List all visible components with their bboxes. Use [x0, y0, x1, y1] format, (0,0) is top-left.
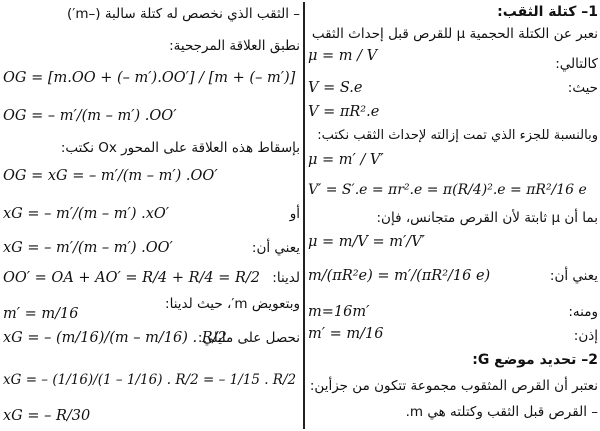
- s1-means: يعني أن:: [549, 268, 598, 284]
- right-column: [308, 0, 598, 431]
- section-1-title: 1– كتلة الثقب:: [497, 4, 598, 20]
- we-get: نحصل على مايلي:: [197, 330, 300, 346]
- s1-ratio2-eq: m/(πR²e) = m′/(πR²/16 e): [308, 268, 491, 284]
- xg-eq4: xG = – (1/16)/(1 – 1/16) . R/2 = – 1/15 . R/2: [3, 372, 297, 388]
- s1-mu2-eq: μ = m′ / V′: [308, 152, 384, 168]
- xg-eq3: xG = – (m/16)/(m – m/16) . R/2: [3, 330, 227, 346]
- s1-thus: كالتالي:: [555, 56, 598, 72]
- s2-item: – القرص قبل الثقب وكتلته هي m.: [405, 404, 598, 420]
- s1-ratio-eq: μ = m/V = m′/V′: [308, 234, 425, 250]
- we-have: لدينا:: [272, 270, 300, 286]
- hole-line: – الثقب الذي نخصص له كتلة سالبة (–m′): [67, 6, 300, 22]
- s1-so: إذن:: [573, 328, 598, 344]
- s1-V-pi: V = πR².e: [308, 104, 380, 120]
- left-means: يعني أن:: [251, 240, 300, 256]
- left-column: [3, 0, 300, 431]
- or-word: أو: [289, 206, 300, 222]
- s1-mprime-eq: m′ = m/16: [308, 326, 384, 342]
- xg-eq1: xG = – m′/(m – m′) .xO′: [3, 206, 170, 222]
- s1-part: وبالنسبة للجزء الذي تمت إزالته لإحداث الثقب نكتب:: [317, 128, 598, 143]
- s1-intro: نعبر عن الكتلة الحجمية μ للقرص قبل إحداث الثقب: [311, 26, 598, 42]
- s2-intro: نعتبر أن القرص المثقوب مجموعة تتكون من جزأين:: [309, 378, 598, 394]
- s1-where: حيث:: [567, 80, 598, 96]
- xg-eq2: xG = – m′/(m – m′) .OO′: [3, 240, 173, 256]
- og-eq3: OG = xG = – m′/(m – m′) .OO′: [3, 168, 218, 184]
- s1-const: بما أن μ ثابتة لأن القرص متجانس، فإن:: [376, 210, 598, 226]
- s1-m16-eq: m=16m′: [308, 304, 370, 320]
- column-divider: [303, 2, 305, 429]
- og-eq1: OG = [m.OO + (– m′).OO′] / [m + (– m′)]: [3, 70, 296, 86]
- subst: وبتعويض m′، حيث لدينا:: [165, 296, 300, 312]
- section-2-title: 2– تحديد موضع G:: [472, 352, 598, 368]
- xg-final: xG = – R/30: [3, 408, 91, 424]
- s1-Vprime-eq: V′ = S′.e = πr².e = π(R/4)².e = πR²/16 e: [308, 182, 587, 198]
- s1-hence: ومنه:: [568, 304, 598, 320]
- s1-V-eq: V = S.e: [308, 80, 363, 96]
- left-mprime-eq: m′ = m/16: [3, 306, 79, 322]
- s1-mu-eq: μ = m / V: [308, 48, 378, 64]
- projection: بإسقاط هذه العلاقة على المحور Ox نكتب:: [60, 140, 300, 156]
- oo-eq: OO′ = OA + AO′ = R/4 + R/4 = R/2: [3, 270, 260, 286]
- apply-rel: نطبق العلاقة المرجحية:: [169, 38, 300, 54]
- mu-equation: [308, 48, 377, 64]
- og-eq2: OG = – m′/(m – m′) .OO′: [3, 108, 177, 124]
